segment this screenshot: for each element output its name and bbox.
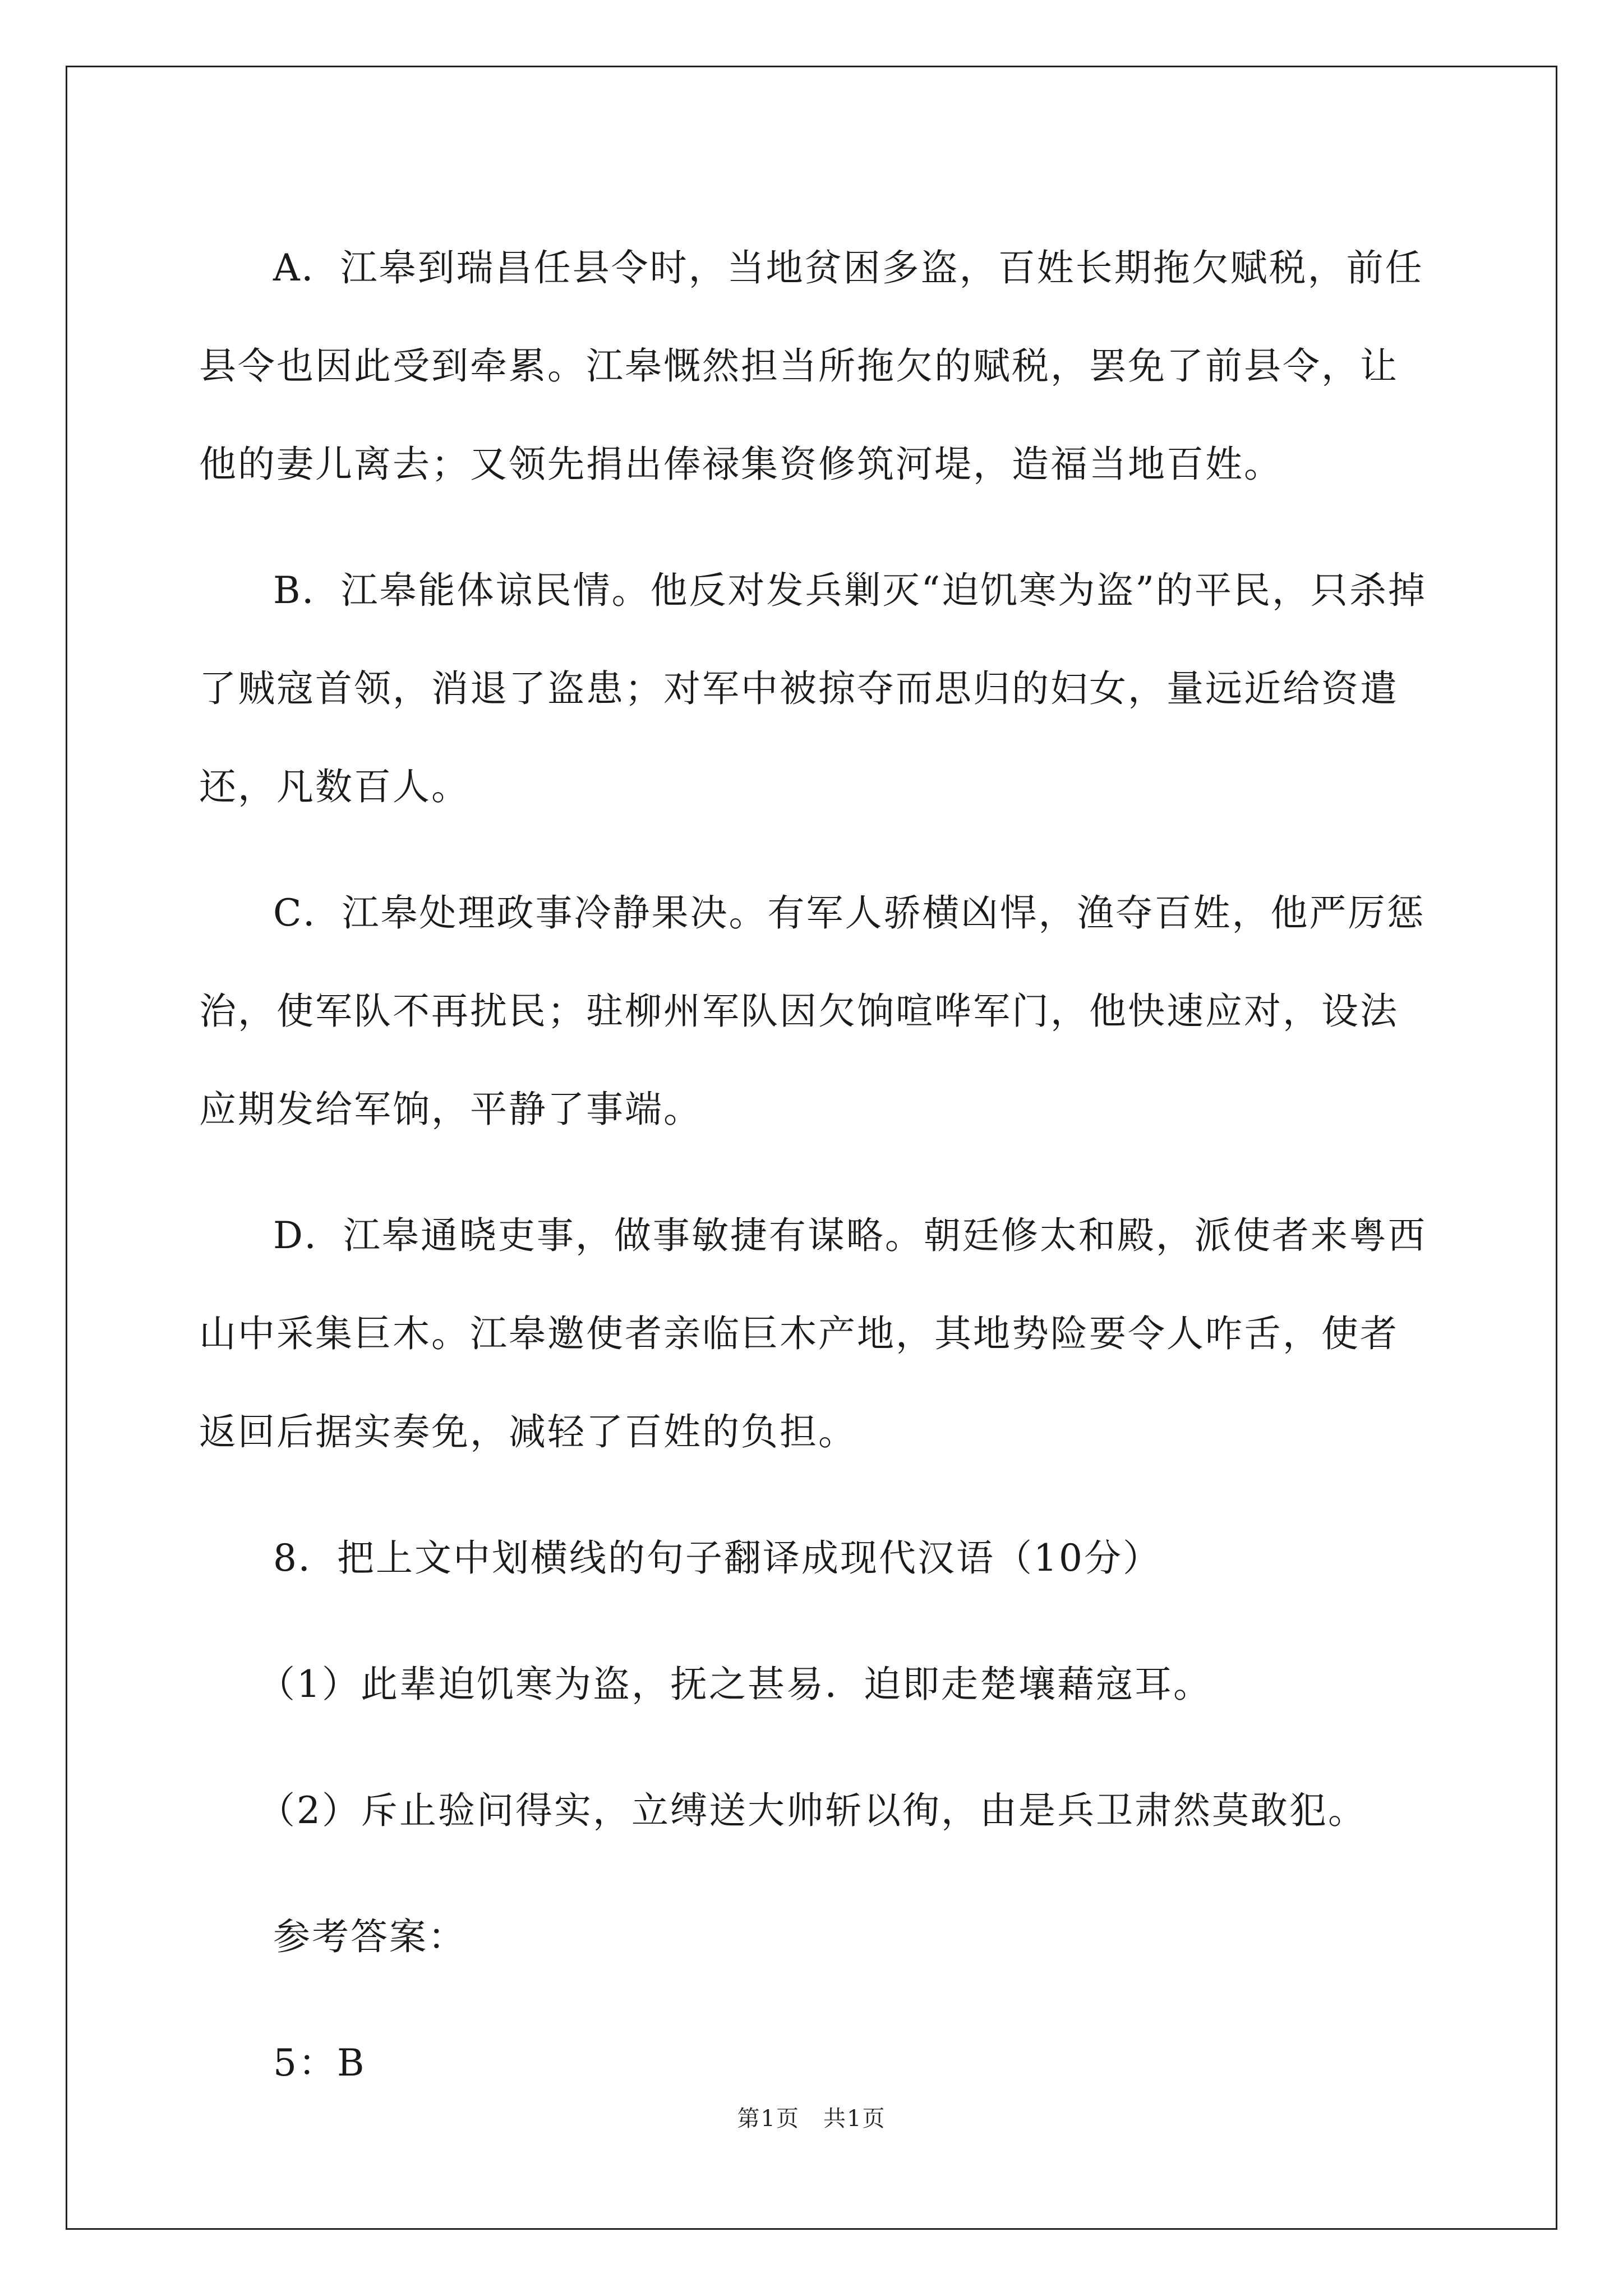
question-8-part-2: （2）斥止验问得实，立缚送大帅斩以徇，由是兵卫肃然莫敢犯。: [258, 1789, 1367, 1832]
page-number-footer: 第1页 共1页: [737, 2106, 886, 2132]
question-8-part-1: （1）此辈迫饥寒为盗，抚之甚易．迫即走楚壤藉寇耳。: [258, 1663, 1212, 1706]
option-a-paragraph: A．江皋到瑞昌任县令时，当地贫困多盗，百姓长期拖欠赋税，前任县令也因此受到牵累。江皋慨然担当所拖欠的赋税，罢免了前县令，让他的妻儿离去；又领先捐出俸禄集资修筑河堤，造福当地百姓。: [199, 246, 1424, 486]
answer-5: 5：B: [273, 2041, 366, 2085]
option-d-paragraph: D．江皋通晓吏事，做事敏捷有谋略。朝廷修太和殿，派使者来粤西山中采集巨木。江皋邀使者亲临巨木产地，其地势险要令人咋舌，使者返回后据实奏免，减轻了百姓的负担。: [199, 1214, 1427, 1453]
answer-heading: 参考答案：: [273, 1915, 467, 1958]
question-8: 8．把上文中划横线的句子翻译成现代汉语（10分）: [273, 1536, 1161, 1580]
option-c-paragraph: C．江皋处理政事冷静果决。有军人骄横凶悍，渔夺百姓，他严厉惩治，使军队不再扰民；驻柳州军队因欠饷喧哗军门，他快速应对，设法应期发给军饷，平静了事端。: [199, 891, 1426, 1131]
document-body: [199, 219, 1433, 2140]
option-b-paragraph: B．江皋能体谅民情。他反对发兵剿灭“迫饥寒为盗”的平民，只杀掉了贼寇首领，消退了盗患；对军中被掠夺而思归的妇女，量远近给资遣还，凡数百人。: [199, 569, 1427, 808]
